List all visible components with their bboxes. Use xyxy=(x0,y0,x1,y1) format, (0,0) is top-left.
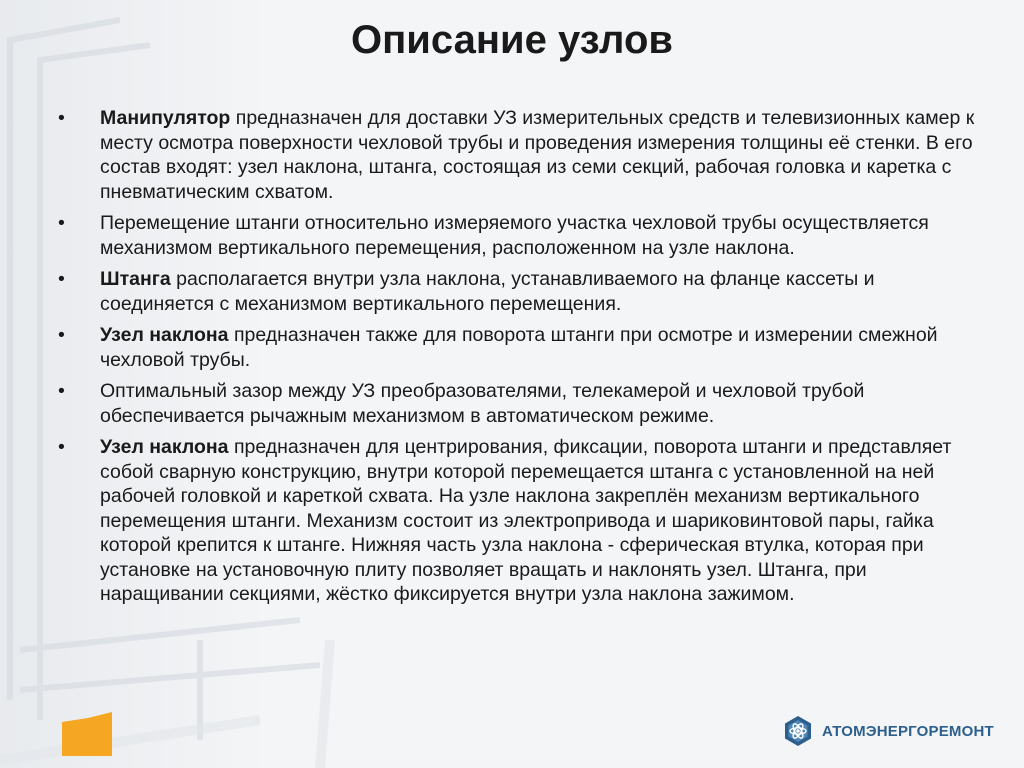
bullet-list xyxy=(58,106,988,614)
list-item xyxy=(58,435,988,607)
bullet-icon: • xyxy=(58,380,65,402)
bullet-text: предназначен для доставки УЗ измерительных средств и телевизионных камер к месту осмотра поверхности чехловой трубы и проведения измерения толщины её стенки. В его состав входят: узел наклона, штанга, состоящая из семи секций, рабочая головка и каретка с пневматическим схватом. xyxy=(100,107,975,203)
list-item xyxy=(58,106,988,204)
list-item xyxy=(58,267,988,316)
slide-title: Описание узлов xyxy=(351,18,673,62)
bullet-text: предназначен для центрирования, фиксации, поворота штанги и представляет собой сварную конструкцию, внутри которой перемещается штанга с установленной на ней рабочей головкой и кареткой схвата. На узле наклона закреплён механизм вертикального перемещения штанги. Механизм состоит из электропривода и шариковинтовой пары, гайка которой крепится к штанге. Нижняя часть узла наклона - сферическая втулка, которая при установке на установочную плиту позволяет вращать и наклонять узел. Штанга, при наращивании секциями, жёстко фиксируется внутри узла наклона зажимом. xyxy=(100,436,952,605)
bullet-text: Перемещение штанги относительно измеряемого участка чехловой трубы осуществляется механизмом вертикального перемещения, расположенном на узле наклона. xyxy=(100,212,929,259)
bullet-icon: • xyxy=(58,268,65,290)
bullet-icon: • xyxy=(58,324,65,346)
bullet-bold-term: Узел наклона xyxy=(100,436,229,458)
bullet-icon: • xyxy=(58,212,65,234)
bullet-icon: • xyxy=(58,436,65,458)
bullet-text: предназначен также для поворота штанги при осмотре и измерении смежной чехловой трубы. xyxy=(100,324,938,371)
list-item xyxy=(58,379,988,428)
bullet-bold-term: Манипулятор xyxy=(100,107,231,129)
logo-text: АТОМЭНЕРГОРЕМОНТ xyxy=(822,722,994,740)
bullet-icon: • xyxy=(58,107,65,129)
list-item xyxy=(58,211,988,260)
bullet-text: располагается внутри узла наклона, устанавливаемого на фланце кассеты и соединяется с механизмом вертикального перемещения. xyxy=(100,268,875,315)
bullet-bold-term: Штанга xyxy=(100,268,171,290)
atom-logo-icon xyxy=(782,715,814,747)
company-logo xyxy=(782,714,994,748)
bullet-bold-term: Узел наклона xyxy=(100,324,229,346)
bullet-text: Оптимальный зазор между УЗ преобразователями, телекамерой и чехловой трубой обеспечивается рычажным механизмом в автоматическом режиме. xyxy=(100,380,865,427)
list-item xyxy=(58,323,988,372)
